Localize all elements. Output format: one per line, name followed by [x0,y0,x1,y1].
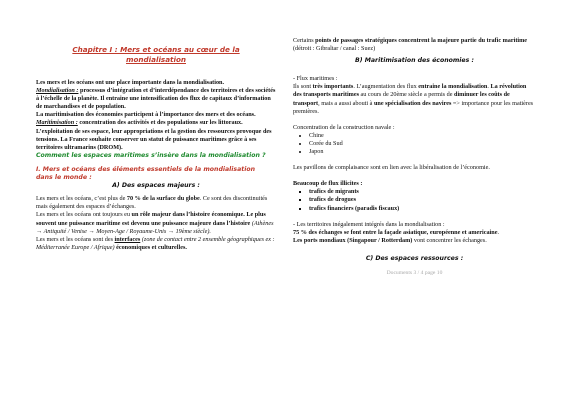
text-run-bold: entraine la mondialisation [418,83,488,91]
paragraph-interfaces [36,236,276,252]
paragraph-surface [36,195,276,211]
text-run-bold: économiques et culturelles. [114,243,187,251]
list-item: • Japon [309,148,536,156]
text-run-italic: (Athènes → Antiquité / Venise → Moyen-Age / Royaume-Unis → 19ème siècle). [36,219,274,235]
flux-label: - Flux maritimes : [293,75,338,83]
term-maritimisation: Maritimisation : [36,119,78,127]
subsection-c-heading: C) Des espaces ressources : [365,254,464,262]
term-interfaces: interfaces [114,235,141,243]
paragraph-flux [293,83,536,115]
text-run: Les mers et les océans sont des [36,235,115,243]
paragraph-echanges [293,229,536,237]
definition-maritimisation [36,119,276,127]
problematic-question: Comment les espaces maritimes s’insère dans la mondialisation ? [36,151,266,159]
left-column [36,0,276,252]
construction-list [293,132,536,156]
subsection-b-heading: B) Maritimisation des économies : [355,57,474,65]
text-run-bold: très importants [312,83,354,91]
maritimisation-paragraph: La maritimisation des économies participent à l’importance des mers et des océans. [36,111,256,119]
territoires-label: - Les territoires inégalement intégrés dans la mondialisation : [293,220,445,228]
section-1-heading-line2: dans le monde : [36,174,92,182]
text-run: (détroit : Gibraltar / canal : Suez) [293,45,376,53]
paragraph-passages [293,37,536,53]
tensions-paragraph: L’exploitation de ses espace, leur appropriations et la gestion des ressources provoque des tensions. La France souhaite conserver un statut de puissance maritimes grâce à ses territoires ultramarins (DROM). [36,127,272,151]
list-item: ▪ trafics financiers (paradis fiscaux) [309,205,536,213]
definition-mondialisation [36,87,276,111]
text-run: , mais a aussi abouti à [318,99,374,107]
text-run: au cours de 20ème siècle a permis de [359,91,455,99]
illicites-list [293,188,536,212]
page-footer: Documents 3 / 4 page 10 [386,269,443,276]
definition-text: concentration des activités et des populations sur les littoraux. [77,119,243,127]
text-run: . [497,228,499,236]
subsection-a-heading: A) Des espaces majeurs : [112,182,200,190]
text-run: Certains [293,37,316,44]
list-item: ▪ trafics de drogues [309,196,536,204]
text-run: Les mers et les océans ont toujours eu [36,211,132,219]
definition-text: processus d’intégration et d’interdépendance des territoires et des sociétés à l’échelle de la planète. Il entraine une intensification des flux de capitaux d’information de marchandises et de population. [36,87,276,111]
text-run: vont concentrer les échanges. [412,236,487,244]
text-run-bold: un rôle majeur dans l’histoire économique [131,211,244,219]
text-run-bold: 75 % des échanges se font entre la façade asiatique, européenne et americaine [293,228,498,236]
illicites-label: Beaucoup de flux illicites : [293,180,363,188]
text-run-bold: . Le plus souvent une puissance maritime est devenu une puissance majeure dans l’histoire [36,211,266,227]
list-item: ▪ trafics de migrants [309,188,536,196]
text-run-bold: une spécialisation des navires [373,99,452,107]
text-run-bold: 70 % de la surface du globe [126,195,200,203]
paragraph-ports [293,237,536,245]
text-run: => importance pour les matières premières. [293,99,534,115]
text-run: Ils sont [293,83,313,91]
chapter-title [36,45,276,65]
chapter-title-line1: Chapitre I : Mers et océans au cœur de la [72,45,240,54]
text-run-bold: La révolution des transports maritimes [293,83,527,99]
text-run-bold: diminuer les coûts de transport [293,91,510,107]
text-run: Les mers et les océans, c’est plus de [36,195,127,203]
paragraph-pavillons: Les pavillons de complaisance sont en lien avec la libéralisation de l’économie. [293,164,490,172]
text-run-italic: (zone de contact entre 2 ensemble géographiques ex : Méditerranée Europe / Afrique) [36,235,275,251]
text-run-bold: points de passages stratégiques concentrent la majeure partie du trafic maritime [315,37,528,44]
section-1-heading [36,166,276,182]
text-run: . Ce sont des discontinuités mais également des espaces d’échanges. [36,195,268,211]
list-item: • Chine [309,132,536,140]
intro-paragraph: Les mers et les océans ont une place importante dans la mondialisation. [36,79,225,86]
term-mondialisation: Mondialisation : [36,87,79,95]
paragraph-history [36,211,276,235]
section-1-heading-line1: I. Mers et océans des éléments essentiels de la mondialisation [36,165,256,173]
text-run: . L’augmentation des flux [353,83,419,91]
construction-label: Concentration de la construction navale : [293,123,395,131]
chapter-title-line2: mondialisation [125,55,186,64]
text-run-bold: Les ports mondiaux (Singapour / Rotterdam) [293,236,413,244]
right-column [293,0,536,277]
text-run: . [487,83,491,91]
list-item: • Corée du Sud [309,140,536,148]
